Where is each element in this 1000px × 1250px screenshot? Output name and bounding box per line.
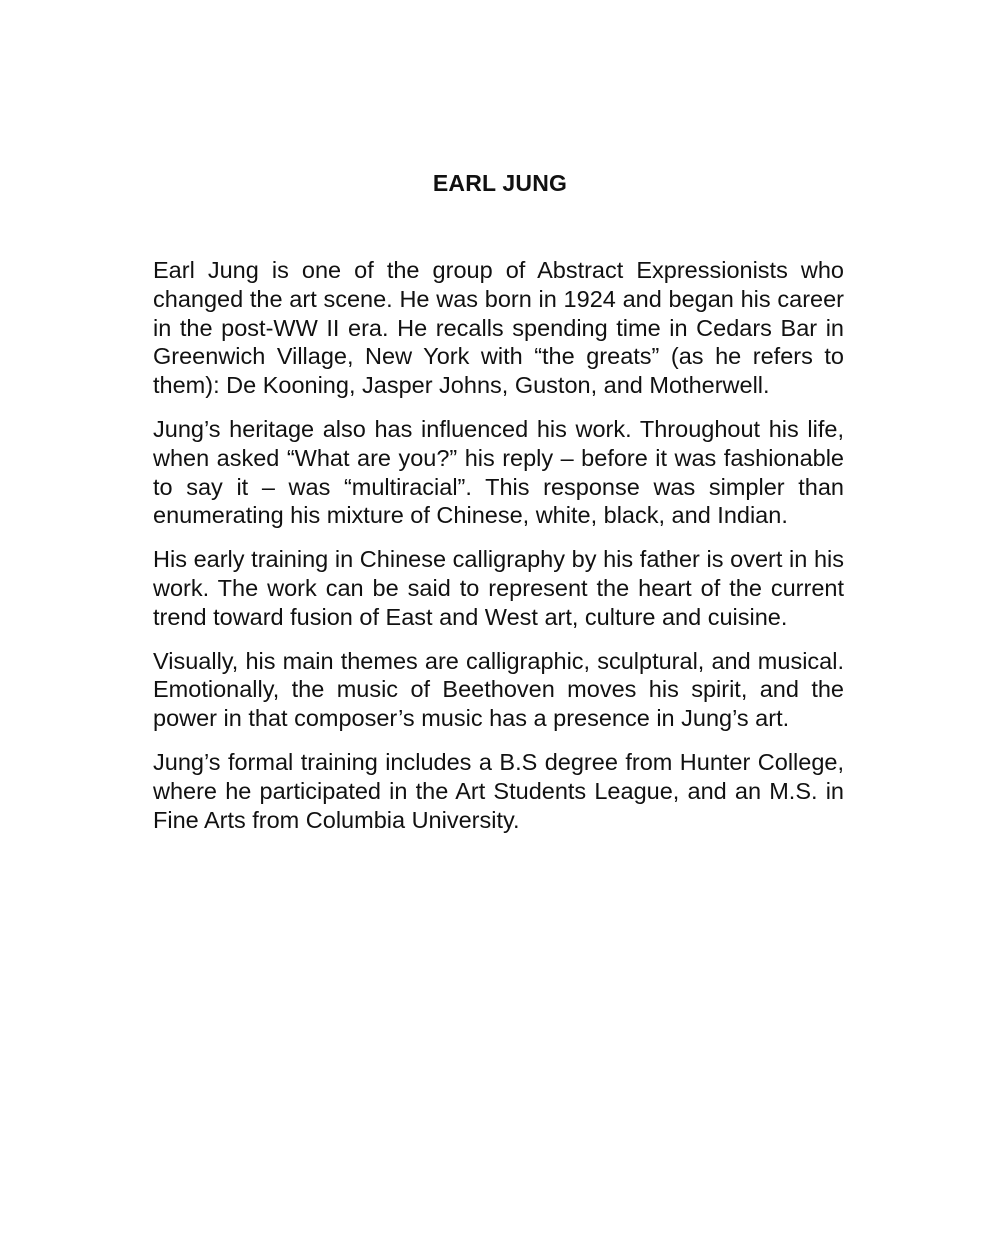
paragraph-intro: Earl Jung is one of the group of Abstract Expressionists who changed the art scene. He was born in 1924 and began his career in the post-WW II era. He recalls spending time in Cedars Bar in Greenwich Village, New York with “the greats” (as he refers to them): De Kooning, Jasper Johns, Guston, and Motherwell. bbox=[153, 257, 844, 399]
paragraph-heritage: Jung’s heritage also has influenced his work. Throughout his life, when asked “What are you?” his reply – before it was fashionable to say it – was “multiracial”. This response was simpler than enumerating his mixture of Chinese, white, black, and Indian. bbox=[153, 415, 844, 529]
paragraph-formal-training: Jung’s formal training includes a B.S degree from Hunter College, where he participated in the Art Students League, and an M.S. in Fine Arts from Columbia University. bbox=[153, 748, 844, 833]
paragraph-early-training: His early training in Chinese calligraphy by his father is overt in his work. The work can be said to represent the heart of the current trend toward fusion of East and West art, culture and cuisine. bbox=[153, 546, 844, 630]
document-title: EARL JUNG bbox=[432, 170, 568, 196]
document-body bbox=[153, 256, 844, 849]
paragraph-themes: Visually, his main themes are calligraphic, sculptural, and musical. Emotionally, the music of Beethoven moves his spirit, and the power in that composer’s music has a presence in Jung’s art. bbox=[153, 647, 844, 732]
